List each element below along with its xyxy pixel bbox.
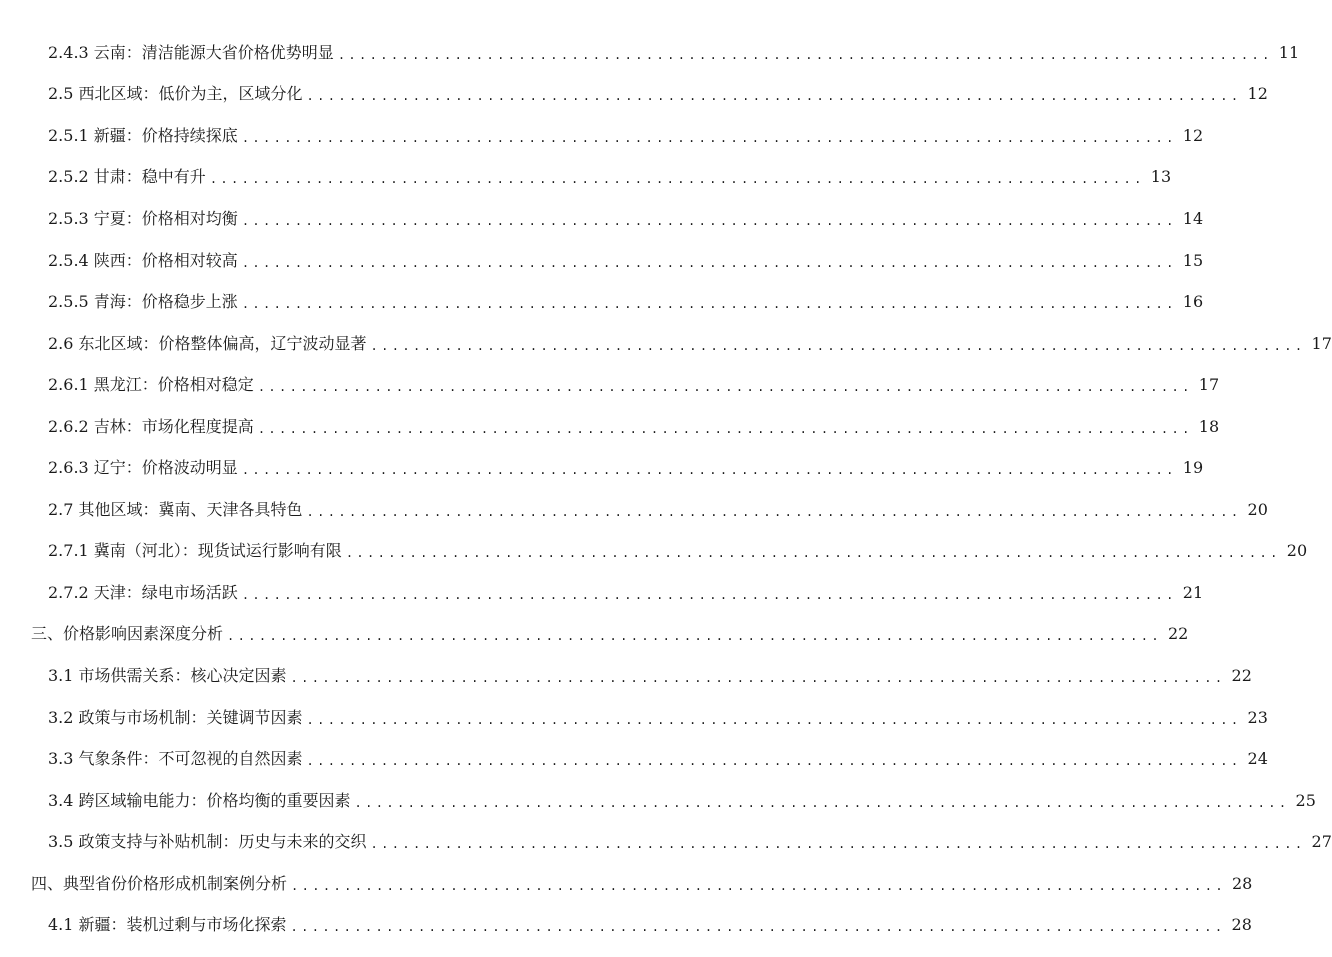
toc-entry-title: 2.5.2 甘肃：稳中有升	[48, 167, 206, 187]
toc-entry-page: 17	[1311, 333, 1332, 353]
toc-entry[interactable]	[0, 738, 1268, 780]
toc-dot-leader: ........................................................................................	[209, 172, 1145, 187]
toc-dot-leader: ........................................................................................	[257, 380, 1193, 395]
toc-dot-leader: ........................................................................................	[241, 255, 1177, 270]
toc-entry-page: 22	[1167, 624, 1189, 644]
toc-entry[interactable]	[0, 198, 1204, 240]
toc-entry-page: 20	[1286, 541, 1308, 561]
toc-entry-page: 16	[1182, 292, 1204, 312]
toc-entry-title: 2.5.4 陕西：价格相对较高	[48, 250, 238, 270]
toc-entry-page: 18	[1198, 416, 1220, 436]
toc-entry[interactable]	[0, 531, 1308, 573]
toc-dot-leader: ........................................................................................	[354, 795, 1290, 810]
toc-entry-page: 12	[1182, 125, 1204, 145]
toc-entry-title: 2.5 西北区域：低价为主，区域分化	[48, 84, 303, 104]
toc-entry-page: 20	[1247, 499, 1268, 519]
toc-entry-page: 27	[1311, 832, 1332, 852]
toc-dot-leader: ........................................................................................	[306, 89, 1242, 104]
toc-entry[interactable]	[0, 904, 1252, 946]
toc-dot-leader: ........................................................................................	[241, 463, 1177, 478]
toc-dot-leader: ........................................................................................	[370, 837, 1306, 852]
toc-dot-leader: ........................................................................................	[227, 629, 1162, 644]
toc-entry-title: 2.6.1 黑龙江：价格相对稳定	[48, 375, 254, 395]
toc-entry[interactable]	[0, 655, 1252, 697]
toc-entry-page: 23	[1247, 707, 1268, 727]
toc-entry-title: 3.4 跨区域输电能力：价格均衡的重要因素	[48, 790, 351, 810]
toc-dot-leader: ........................................................................................	[241, 587, 1177, 602]
toc-entry[interactable]	[0, 697, 1268, 739]
toc-entry-title: 2.6.2 吉林：市场化程度提高	[48, 416, 254, 436]
toc-entry[interactable]	[0, 281, 1204, 323]
toc-entry-page: 14	[1182, 208, 1204, 228]
toc-entry-title: 3.1 市场供需关系：核心决定因素	[48, 665, 287, 685]
toc-entry[interactable]	[0, 364, 1220, 406]
toc-entry[interactable]	[0, 447, 1204, 489]
toc-entry[interactable]	[0, 863, 1253, 905]
toc-entry[interactable]	[0, 489, 1268, 531]
toc-dot-leader: ........................................................................................	[306, 712, 1242, 727]
toc-entry-page: 13	[1150, 167, 1172, 187]
toc-entry-title: 2.6.3 辽宁：价格波动明显	[48, 458, 238, 478]
toc-entry[interactable]	[0, 240, 1204, 282]
toc-entry-title: 2.5.5 青海：价格稳步上涨	[48, 292, 238, 312]
toc-entry-page: 24	[1247, 749, 1268, 769]
toc-entry-page: 28	[1231, 915, 1252, 935]
toc-dot-leader: ........................................................................................	[370, 338, 1306, 353]
toc-entry-title: 2.7 其他区域：冀南、天津各具特色	[48, 499, 303, 519]
toc-entry[interactable]	[0, 780, 1316, 822]
toc-dot-leader: ........................................................................................	[241, 130, 1177, 145]
toc-entry-title: 2.4.3 云南：清洁能源大省价格优势明显	[48, 42, 334, 62]
toc-entry-title: 2.7.2 天津：绿电市场活跃	[48, 582, 238, 602]
toc-entry-title: 3.2 政策与市场机制：关键调节因素	[48, 707, 303, 727]
toc-dot-leader: ........................................................................................	[337, 47, 1273, 62]
toc-entry-page: 22	[1231, 665, 1252, 685]
toc-dot-leader: ........................................................................................	[306, 504, 1242, 519]
toc-entry-title: 2.5.1 新疆：价格持续探底	[48, 125, 238, 145]
toc-entry-title: 4.1 新疆：装机过剩与市场化探索	[48, 915, 287, 935]
toc-entry[interactable]	[0, 572, 1204, 614]
toc-dot-leader: ........................................................................................	[290, 670, 1226, 685]
toc-entry-page: 17	[1198, 375, 1220, 395]
toc-entry-page: 19	[1182, 458, 1204, 478]
toc-entry[interactable]	[0, 32, 1300, 74]
toc-entry[interactable]	[0, 323, 1332, 365]
toc-entry-page: 12	[1247, 84, 1268, 104]
toc-entry-title: 3.5 政策支持与补贴机制：历史与未来的交织	[48, 832, 367, 852]
toc-entry[interactable]	[0, 406, 1220, 448]
toc-entry-page: 28	[1231, 873, 1253, 893]
toc-entry-page: 21	[1182, 582, 1204, 602]
toc-dot-leader: ........................................................................................	[291, 878, 1226, 893]
toc-dot-leader: ........................................................................................	[257, 421, 1193, 436]
toc-dot-leader: ........................................................................................	[241, 213, 1177, 228]
toc-entry-title: 2.7.1 冀南（河北）：现货试运行影响有限	[48, 541, 342, 561]
toc-dot-leader: ........................................................................................	[290, 920, 1226, 935]
toc-entry[interactable]	[0, 821, 1332, 863]
toc-entry[interactable]	[0, 115, 1204, 157]
toc-entry[interactable]	[0, 157, 1172, 199]
table-of-contents	[0, 32, 1332, 946]
toc-entry[interactable]	[0, 74, 1268, 116]
toc-entry-page: 11	[1278, 42, 1300, 62]
toc-entry-title: 三、价格影响因素深度分析	[31, 624, 224, 644]
toc-dot-leader: ........................................................................................	[345, 546, 1281, 561]
toc-entry-title: 3.3 气象条件：不可忽视的自然因素	[48, 749, 303, 769]
toc-entry[interactable]	[0, 614, 1189, 656]
toc-entry-page: 25	[1295, 790, 1316, 810]
toc-entry-page: 15	[1182, 250, 1204, 270]
toc-entry-title: 四、典型省份价格形成机制案例分析	[31, 873, 288, 893]
toc-dot-leader: ........................................................................................	[306, 754, 1242, 769]
toc-dot-leader: ........................................................................................	[241, 297, 1177, 312]
toc-entry-title: 2.5.3 宁夏：价格相对均衡	[48, 208, 238, 228]
toc-entry-title: 2.6 东北区域：价格整体偏高，辽宁波动显著	[48, 333, 367, 353]
